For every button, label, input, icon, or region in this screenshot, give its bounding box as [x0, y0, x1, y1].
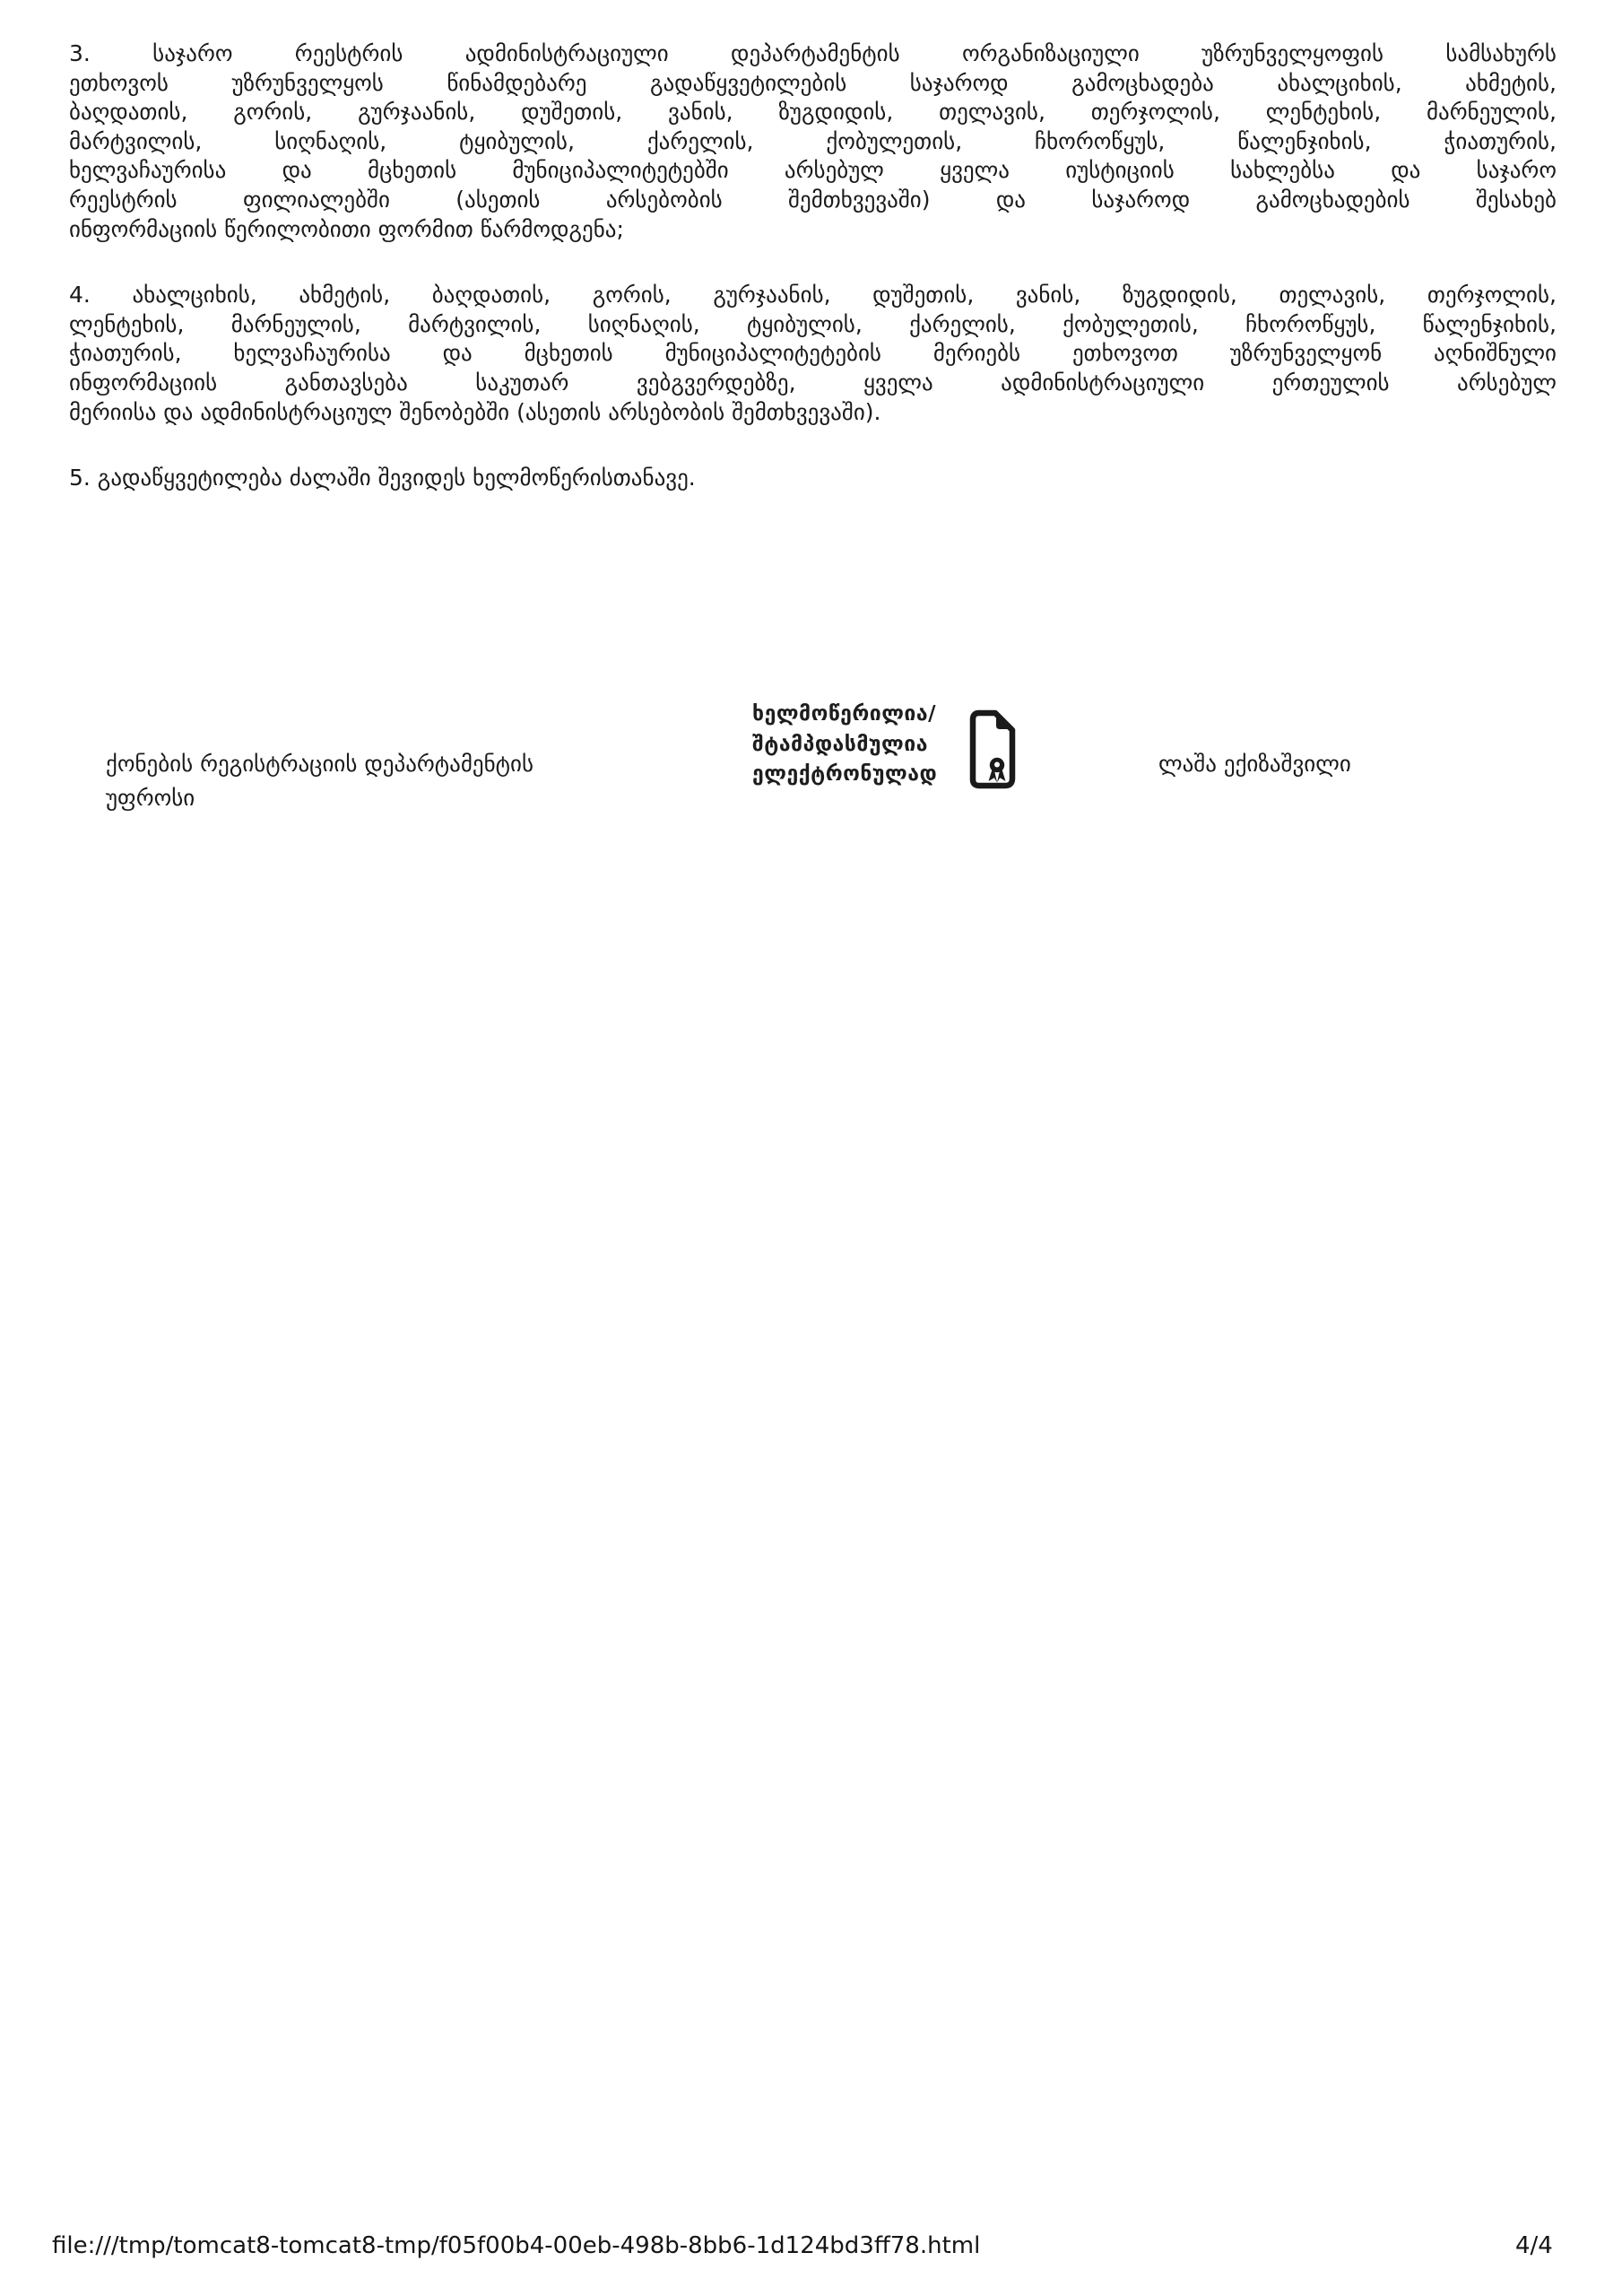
text-line: მერიისა და ადმინისტრაციულ შენობებში (ასეთის არსებობის შემთხვევაში). — [69, 398, 881, 425]
signer-title-line-2: უფროსი — [106, 785, 195, 811]
text-line: 5. გადაწყვეტილება ძალაში შევიდეს ხელმოწერისთანავე. — [69, 465, 696, 491]
electronic-stamp-text — [752, 700, 937, 790]
text-line: 3. საჯარო რეესტრის ადმინისტრაციული დეპარტამენტის ორგანიზაციული უზრუნველყოფის სამსახურს — [69, 40, 1557, 66]
text-line: 4. ახალციხის, ახმეტის, ბაღდათის, გორის, გურჯაანის, დუშეთის, ვანის, ზუგდიდის, თელავის, თერჯოლის, — [69, 282, 1557, 309]
text-line: რეესტრის ფილიალებში (ასეთის არსებობის შემთხვევაში) და საჯაროდ გამოცხადების შესახებ — [69, 186, 1557, 213]
paragraph-5 — [69, 464, 1557, 493]
signer-title-line-1: ქონების რეგისტრაციის დეპარტამენტის — [106, 751, 534, 777]
text-line: ინფორმაციის განთავსება საკუთარ ვებგვერდებზე, ყველა ადმინისტრაციული ერთეულის არსებულ — [69, 369, 1557, 396]
text-line: ინფორმაციის წერილობითი ფორმით წარმოდგენა; — [69, 215, 624, 242]
text-line: ლენტეხის, მარნეულის, მარტვილის, სიღნაღის, ტყიბულის, ქარელის, ქობულეთის, ჩხოროწყუს, წალენჯიხის, — [69, 310, 1557, 337]
text-line: ბაღდათის, გორის, გურჯაანის, დუშეთის, ვანის, ზუგდიდის, თელავის, თერჯოლის, ლენტეხის, მარნეულის, — [69, 99, 1557, 126]
text-line: ჭიათურის, ხელვაჩაურისა და მცხეთის მუნიციპალიტეტების მერიებს ეთხოვოთ უზრუნველყონ აღნიშნული — [69, 340, 1557, 367]
text-line: ხელვაჩაურისა და მცხეთის მუნიციპალიტეტებში არსებულ ყველა იუსტიციის სახლებსა და საჯარო — [69, 157, 1557, 184]
text-line: მარტვილის, სიღნაღის, ტყიბულის, ქარელის, ქობულეთის, ჩხოროწყუს, წალენჯიხის, ჭიათურის, — [69, 127, 1557, 154]
stamp-text-line-3: ელექტრონულად — [752, 762, 938, 786]
signer-title — [106, 747, 533, 815]
paragraph-4 — [69, 281, 1557, 427]
footer-page-number: 4/4 — [1515, 2232, 1553, 2259]
footer-file-path: file:///tmp/tomcat8-tomcat8-tmp/f05f00b4-00eb-498b-8bb6-1d124bd3ff78.html — [52, 2232, 981, 2259]
paragraph-3 — [69, 39, 1557, 244]
document-body — [69, 39, 1557, 530]
signer-name: ლაშა ექიზაშვილი — [1158, 751, 1351, 777]
text-line: ეთხოვოს უზრუნველყოს წინამდებარე გადაწყვეტილების საჯაროდ გამოცხადება ახალციხის, ახმეტის, — [69, 69, 1557, 96]
stamp-text-line-1: ხელმოწერილია/ — [752, 702, 937, 726]
stamp-text-line-2: შტამპდასმულია — [752, 732, 928, 756]
signed-document-icon — [969, 709, 1016, 789]
